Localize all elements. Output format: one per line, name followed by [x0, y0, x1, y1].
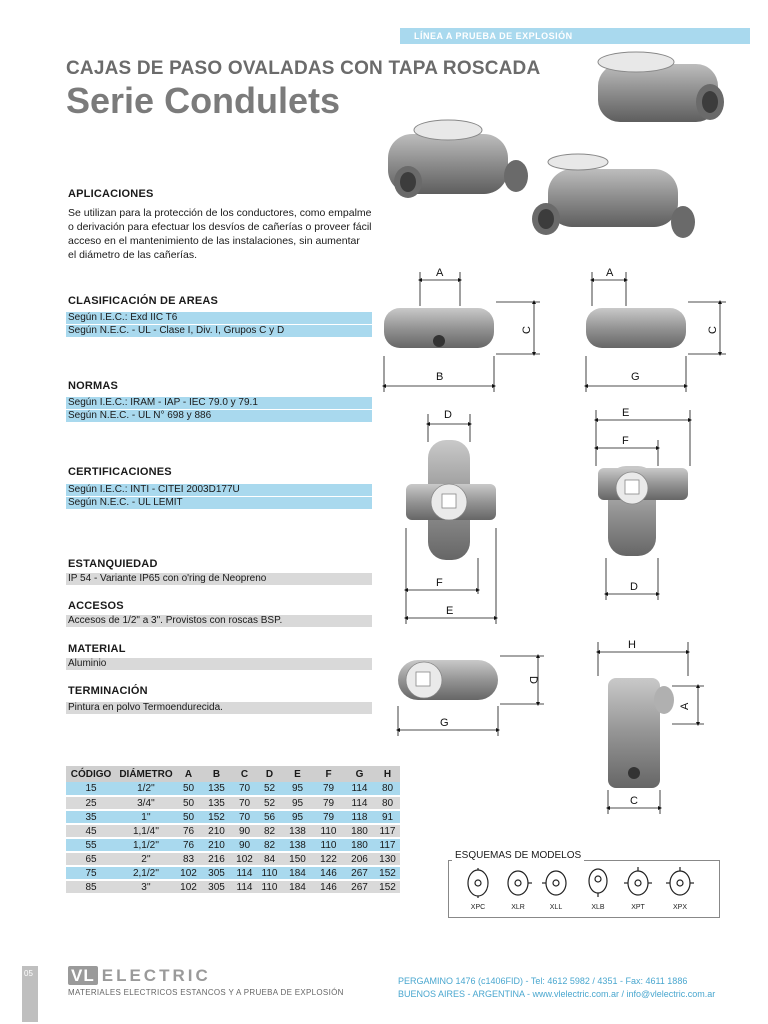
table-cell: 210	[201, 824, 232, 838]
dim-label-d: D	[444, 409, 452, 421]
condulet-photo-lb	[598, 52, 724, 122]
th-b: B	[201, 766, 232, 782]
model-icon-xlb	[589, 869, 607, 897]
table-row	[66, 782, 400, 796]
dim-label-g: G	[631, 371, 640, 383]
condulet-photo-xlr	[532, 154, 695, 238]
dim-label-d3: D	[527, 676, 539, 684]
table-cell: 80	[375, 796, 400, 810]
table-header-row	[66, 766, 400, 782]
th-a: A	[176, 766, 201, 782]
table-cell: 114	[344, 796, 375, 810]
th-diametro: DIÁMETRO	[116, 766, 176, 782]
table-row	[66, 838, 400, 852]
table-cell: 79	[313, 796, 344, 810]
certificaciones-row: Según N.E.C. - UL LEMIT	[66, 497, 372, 509]
section-banner: LÍNEA A PRUEBA DE EXPLOSIÓN	[400, 28, 750, 44]
th-codigo: CÓDIGO	[66, 766, 116, 782]
model-label-xlb: XLB	[591, 904, 605, 911]
table-cell: 56	[257, 810, 282, 824]
model-label-xpc: XPC	[470, 904, 486, 911]
table-cell: 117	[375, 824, 400, 838]
dim-label-f2: F	[622, 435, 629, 447]
dim-label-a: A	[436, 267, 444, 279]
table-cell: 152	[201, 810, 232, 824]
table-cell: 76	[176, 838, 201, 852]
table-cell: 35	[66, 810, 116, 824]
model-icon-xll	[542, 871, 566, 895]
table-cell: 267	[344, 866, 375, 880]
table-cell: 1''	[116, 810, 176, 824]
table-cell: 1/2''	[116, 782, 176, 796]
table-cell: 3''	[116, 880, 176, 894]
table-cell: 152	[375, 866, 400, 880]
th-c: C	[232, 766, 257, 782]
th-e: E	[282, 766, 313, 782]
dim-label-c2: C	[707, 326, 719, 334]
logo-text: ELECTRIC	[101, 966, 211, 985]
table-cell: 65	[66, 852, 116, 866]
model-label-xlr: XLR	[511, 904, 525, 911]
table-cell: 3/4''	[116, 796, 176, 810]
model-icon-xpt	[624, 867, 652, 895]
table-cell: 1,1/4''	[116, 824, 176, 838]
clasificacion-row: Según N.E.C. - UL - Clase I, Div. I, Grupos C y D	[66, 325, 372, 337]
table-cell: 114	[344, 782, 375, 796]
table-row	[66, 880, 400, 894]
table-cell: 210	[201, 838, 232, 852]
table-cell: 50	[176, 796, 201, 810]
dimensions-table	[66, 766, 400, 895]
material-text: Aluminio	[66, 658, 372, 670]
table-cell: 305	[201, 880, 232, 894]
model-schemas	[456, 866, 716, 900]
table-cell: 118	[344, 810, 375, 824]
dim-label-d2: D	[630, 581, 638, 593]
table-cell: 90	[232, 838, 257, 852]
table-cell: 117	[375, 838, 400, 852]
footer-city-links[interactable]: BUENOS AIRES - ARGENTINA - www.vlelectric.com.ar / info@vlelectric.com.ar	[398, 989, 716, 999]
dim-label-c3: C	[630, 795, 638, 807]
condulet-photo-xpt	[388, 120, 528, 198]
page-number: 05	[22, 966, 38, 1022]
accesos-text: Accesos de 1/2" a 3". Provistos con roscas BSP.	[66, 615, 372, 627]
table-row	[66, 824, 400, 838]
table-cell: 110	[313, 824, 344, 838]
table-cell: 80	[375, 782, 400, 796]
normas-heading: NORMAS	[68, 380, 119, 392]
table-cell: 76	[176, 824, 201, 838]
table-cell: 70	[232, 782, 257, 796]
table-cell: 150	[282, 852, 313, 866]
model-label-xpt: XPT	[631, 904, 645, 911]
certificaciones-row: Según I.E.C.: INTI - CITEI 2003D177U	[66, 484, 372, 496]
dim-label-e2: E	[622, 407, 630, 419]
dim-label-a2: A	[606, 267, 614, 279]
th-f: F	[313, 766, 344, 782]
table-cell: 184	[282, 880, 313, 894]
table-cell: 102	[176, 866, 201, 880]
table-row	[66, 852, 400, 866]
clasificacion-row: Según I.E.C.: Exd IIC T6	[66, 312, 372, 324]
dim-label-a3: A	[679, 702, 691, 710]
dim-label-c: C	[521, 326, 533, 334]
table-cell: 2,1/2''	[116, 866, 176, 880]
material-heading: MATERIAL	[68, 643, 126, 655]
table-cell: 91	[375, 810, 400, 824]
table-cell: 216	[201, 852, 232, 866]
table-cell: 15	[66, 782, 116, 796]
table-cell: 45	[66, 824, 116, 838]
table-cell: 305	[201, 866, 232, 880]
table-cell: 114	[232, 866, 257, 880]
table-cell: 95	[282, 796, 313, 810]
table-cell: 114	[232, 880, 257, 894]
table-cell: 102	[232, 852, 257, 866]
table-cell: 82	[257, 824, 282, 838]
table-cell: 138	[282, 838, 313, 852]
table-cell: 138	[282, 824, 313, 838]
table-cell: 95	[282, 810, 313, 824]
table-cell: 50	[176, 782, 201, 796]
table-cell: 25	[66, 796, 116, 810]
dim-label-g2: G	[440, 717, 449, 729]
table-cell: 79	[313, 810, 344, 824]
table-cell: 70	[232, 796, 257, 810]
table-row	[66, 796, 400, 810]
model-label-xpx: XPX	[672, 904, 687, 911]
aplicaciones-text	[68, 206, 388, 262]
th-d: D	[257, 766, 282, 782]
normas-row: Según I.E.C.: IRAM - IAP - IEC 79.0 y 79.1	[66, 397, 372, 409]
th-g: G	[344, 766, 375, 782]
table-cell: 2''	[116, 852, 176, 866]
table-cell: 82	[257, 838, 282, 852]
dim-label-f: F	[436, 577, 443, 589]
dim-label-b: B	[436, 371, 444, 383]
dimension-drawings	[376, 258, 748, 838]
table-cell: 180	[344, 838, 375, 852]
aplicaciones-heading: APLICACIONES	[68, 188, 154, 200]
table-cell: 152	[375, 880, 400, 894]
table-cell: 75	[66, 866, 116, 880]
table-cell: 146	[313, 866, 344, 880]
table-cell: 85	[66, 880, 116, 894]
brand-tagline: MATERIALES ELECTRICOS ESTANCOS Y A PRUEBA DE EXPLOSIÓN	[68, 988, 344, 997]
table-cell: 122	[313, 852, 344, 866]
model-icon-xpx	[666, 867, 694, 895]
table-cell: 52	[257, 782, 282, 796]
table-cell: 1,1/2''	[116, 838, 176, 852]
table-cell: 55	[66, 838, 116, 852]
estanquiedad-text: IP 54 - Variante IP65 con o'ring de Neopreno	[66, 573, 372, 585]
table-cell: 146	[313, 880, 344, 894]
product-photos	[378, 44, 750, 244]
page-title: Serie Condulets	[66, 80, 341, 121]
footer-address: PERGAMINO 1476 (c1406FID) - Tel: 4612 5982 / 4351 - Fax: 4611 1886	[398, 976, 688, 986]
brand-logo	[68, 966, 211, 986]
normas-row: Según N.E.C. - UL N° 698 y 886	[66, 410, 372, 422]
table-cell: 110	[257, 880, 282, 894]
table-cell: 79	[313, 782, 344, 796]
aplicaciones-line: acceso en el mantenimiento de las instalaciones, sin aumentar	[68, 235, 360, 247]
table-cell: 135	[201, 796, 232, 810]
table-cell: 110	[313, 838, 344, 852]
table-cell: 180	[344, 824, 375, 838]
table-row	[66, 866, 400, 880]
terminacion-text: Pintura en polvo Termoendurecida.	[66, 702, 372, 714]
models-title: ESQUEMAS DE MODELOS	[452, 850, 584, 861]
table-cell: 184	[282, 866, 313, 880]
table-cell: 102	[176, 880, 201, 894]
table-cell: 70	[232, 810, 257, 824]
logo-vl: VL	[68, 966, 98, 985]
page-subtitle: CAJAS DE PASO OVALADAS CON TAPA ROSCADA	[66, 58, 541, 79]
table-row	[66, 810, 400, 824]
dim-label-h: H	[628, 639, 636, 651]
table-cell: 267	[344, 880, 375, 894]
table-cell: 206	[344, 852, 375, 866]
clasificacion-heading: CLASIFICACIÓN DE AREAS	[68, 295, 219, 307]
accesos-heading: ACCESOS	[68, 600, 124, 612]
aplicaciones-line: o derivación para efectuar los desvíos de cañerías o proveer fácil	[68, 221, 372, 233]
aplicaciones-line: el diámetro de las cañerías.	[68, 249, 197, 261]
dim-label-e: E	[446, 605, 454, 617]
table-cell: 110	[257, 866, 282, 880]
model-icon-xpc	[468, 868, 488, 898]
table-cell: 90	[232, 824, 257, 838]
model-icon-xlr	[508, 871, 532, 895]
terminacion-heading: TERMINACIÓN	[68, 685, 148, 697]
table-cell: 135	[201, 782, 232, 796]
table-cell: 95	[282, 782, 313, 796]
table-cell: 52	[257, 796, 282, 810]
th-h: H	[375, 766, 400, 782]
table-cell: 84	[257, 852, 282, 866]
table-cell: 130	[375, 852, 400, 866]
model-label-xll: XLL	[549, 904, 563, 911]
estanquiedad-heading: ESTANQUIEDAD	[68, 558, 158, 570]
aplicaciones-line: Se utilizan para la protección de los conductores, como empalme	[68, 207, 372, 219]
certificaciones-heading: CERTIFICACIONES	[68, 466, 172, 478]
table-cell: 50	[176, 810, 201, 824]
table-cell: 83	[176, 852, 201, 866]
